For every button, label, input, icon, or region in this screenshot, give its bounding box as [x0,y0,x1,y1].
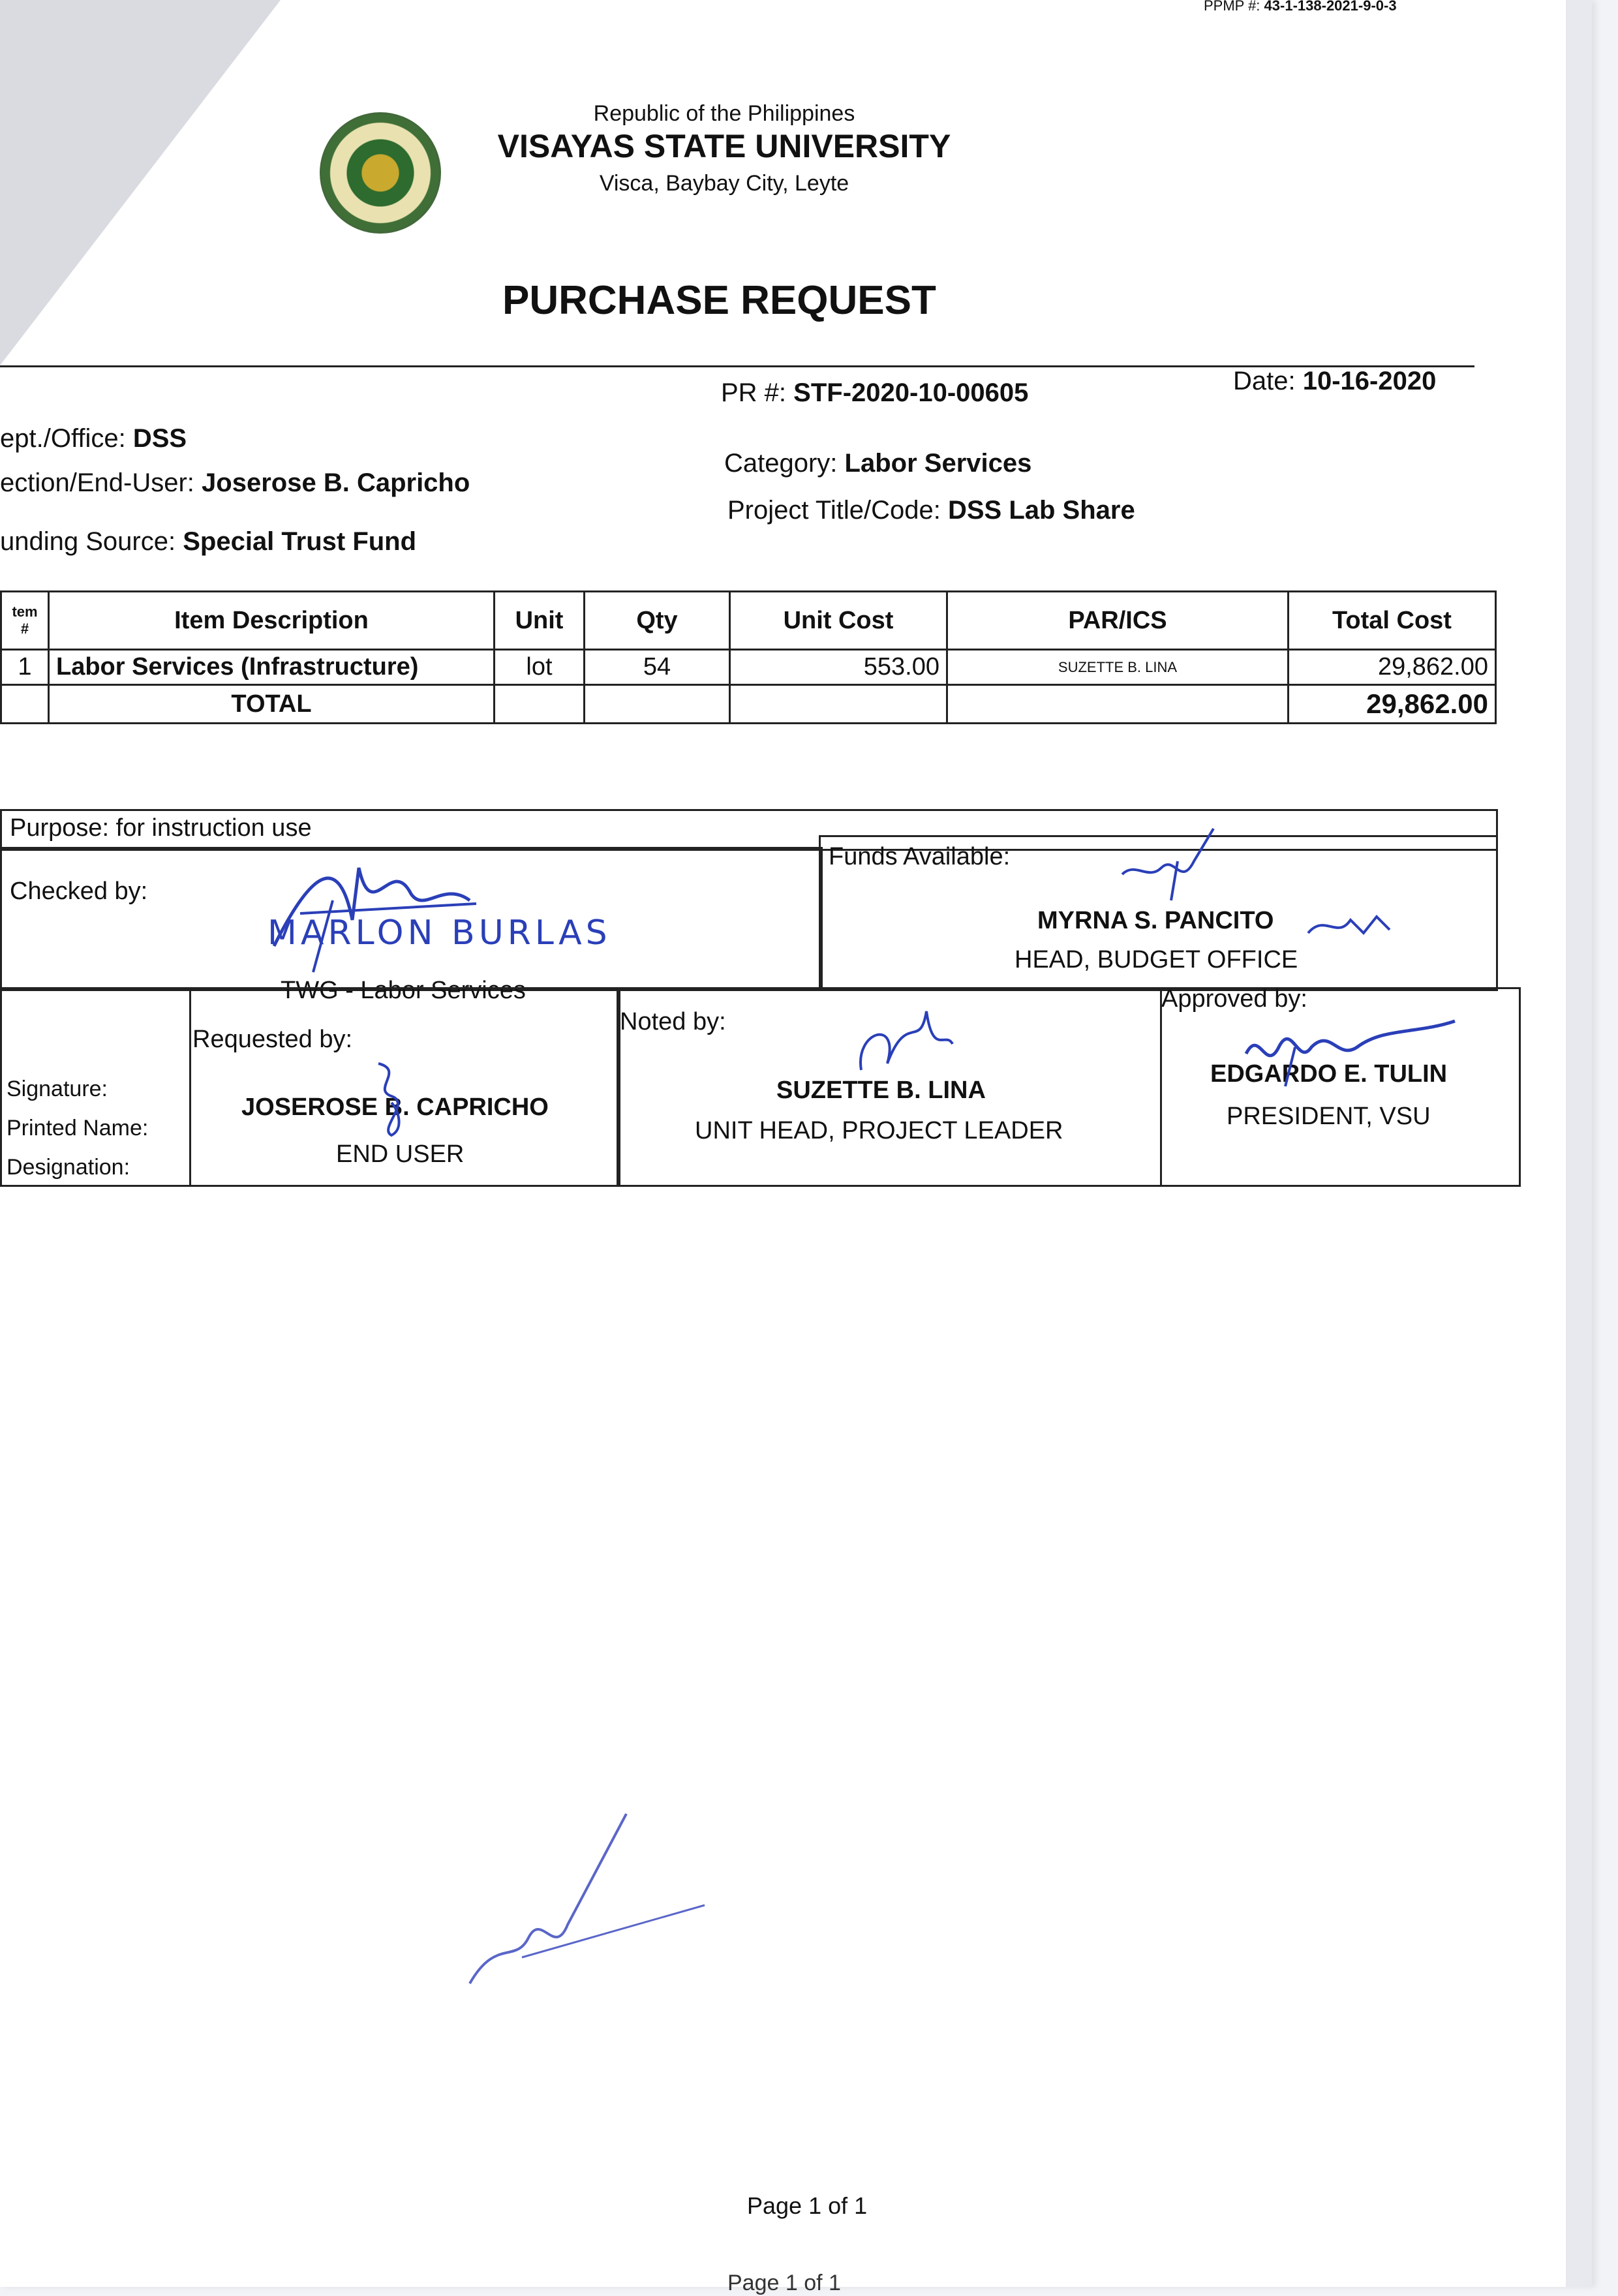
col-item: tem # [1,592,49,650]
page-edge [1566,0,1592,2287]
cell-unit-cost: 553.00 [730,650,947,685]
approved-label: Approved by: [1161,985,1307,1013]
cell-par-ics: SUZETTE B. LINA [947,650,1289,685]
checked-designation: TWG - Labor Services [281,977,526,1004]
col-description: Item Description [49,592,495,650]
ppmp-number [1204,0,1397,14]
funds-date-initial-icon [1305,907,1396,946]
project-title: Project Title/Code: DSS Lab Share [727,496,1135,525]
funds-designation: HEAD, BUDGET OFFICE [1015,946,1298,973]
grand-total: 29,862.00 [1289,685,1496,724]
checked-handwritten-name: MARLON BURLAS [267,913,611,953]
university-location: Visca, Baybay City, Leyte [599,171,849,196]
funds-name: MYRNA S. PANCITO [1037,907,1274,934]
purpose: Purpose: for instruction use [10,814,312,842]
cell-item: 1 [1,650,49,685]
cell-unit: lot [495,650,585,685]
requested-designation: END USER [336,1140,465,1168]
republic-line: Republic of the Philippines [593,101,855,126]
university-name: VISAYAS STATE UNIVERSITY [497,128,951,164]
total-label: TOTAL [49,685,495,724]
category: Category: Labor Services [724,449,1032,478]
approved-signature-icon [1233,1008,1468,1093]
funds-label: Funds Available: [829,843,1011,870]
table-row [1,650,1496,685]
requested-name: JOSEROSE B. CAPRICHO [241,1094,549,1121]
page-number: Page 1 of 1 [747,2192,868,2219]
designation-row-label: Designation: [7,1155,130,1180]
noted-label: Noted by: [620,1008,726,1035]
folded-corner [0,0,281,365]
col-unit: Unit [495,592,585,650]
approved-name: EDGARDO E. TULIN [1210,1060,1448,1088]
noted-designation: UNIT HEAD, PROJECT LEADER [695,1117,1063,1144]
funds-signature-icon [1109,822,1240,907]
approved-designation: PRESIDENT, VSU [1227,1103,1431,1130]
checked-label: Checked by: [10,878,148,905]
ppmp-value: 43-1-138-2021-9-0-3 [1264,0,1397,14]
checked-signature-icon [261,842,535,985]
ppmp-label: PPMP #: [1204,0,1260,14]
pr-number: PR #: STF-2020-10-00605 [721,378,1029,407]
col-par-ics: PAR/ICS [947,592,1289,650]
items-table [0,590,1497,724]
noted-signature-icon [848,992,979,1090]
col-qty: Qty [585,592,730,650]
university-seal-icon [320,112,441,234]
noted-name: SUZETTE B. LINA [776,1077,986,1104]
cell-description: Labor Services (Infrastructure) [49,650,495,685]
date-field: Date: 10-16-2020 [1233,367,1437,395]
col-unit-cost: Unit Cost [730,592,947,650]
requested-label: Requested by: [192,1026,353,1053]
signature-row-label: Signature: [7,1077,108,1101]
requested-signature-icon [352,1050,431,1142]
table-header-row [1,592,1496,650]
stray-signature-icon [457,1807,718,2003]
page-number-behind: Page 1 of 1 [727,2271,841,2295]
table-total-row [1,685,1496,724]
document-title: PURCHASE REQUEST [502,278,936,323]
cell-total-cost: 29,862.00 [1289,650,1496,685]
funding-source: unding Source: Special Trust Fund [0,527,417,556]
dept-office: ept./Office: DSS [0,424,187,453]
printed-name-row-label: Printed Name: [7,1116,149,1140]
cell-qty: 54 [585,650,730,685]
col-total-cost: Total Cost [1289,592,1496,650]
end-user: ection/End-User: Joserose B. Capricho [0,468,470,497]
